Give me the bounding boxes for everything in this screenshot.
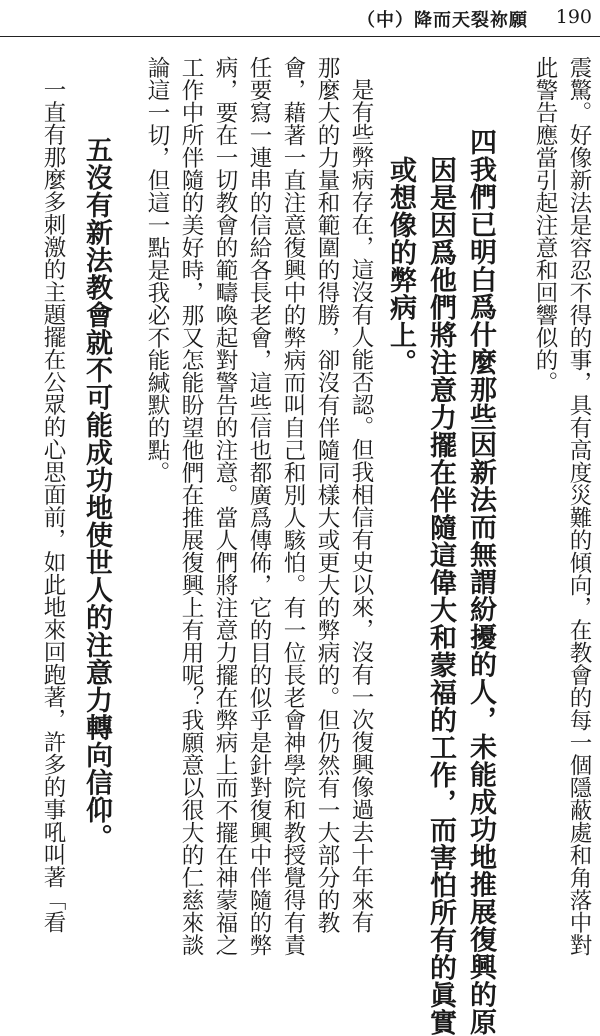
- text-line: 病，要在一切教會的範疇喚起對警告的注意。當人們將注意力擺在弊病上而不擺在神蒙福之: [212, 56, 238, 956]
- text-line: 是有些弊病存在，這沒有人能否認。但我相信有史以來，沒有一次復興像過去十年來有: [348, 78, 374, 933]
- text-line: 工作中所伴隨的美好時，那又怎能盼望他們在推展復興上有用呢？我願意以很大的仁慈來談: [178, 56, 204, 956]
- text-line: 會，藉著一直注意復興中的弊病而叫自己和別人駭怕。有一位長老會神學院和教授覺得有責: [280, 56, 306, 956]
- vertical-text-body: [0, 56, 600, 1036]
- text-line: 任要寫一連串的信給各長老會，這些信也都廣爲傳佈，它的目的似乎是針對復興中伴隨的弊: [246, 56, 272, 956]
- page-number: 190: [555, 6, 592, 28]
- chapter-title: （中）降而天裂祢願: [357, 10, 528, 31]
- text-line: 那麼大的力量和範圍的得勝，卻沒有伴隨同樣大或更大的弊病的。但仍然有一大部分的教: [314, 56, 340, 934]
- section-heading: 四我們已明白爲什麼那些因新法而無謂紛擾的人，未能成功地推展復興的原: [465, 128, 496, 1036]
- running-header: [0, 0, 600, 37]
- section-heading: 五沒有新法教會就不可能成功地使世人的注意力轉向信仰。: [81, 136, 112, 851]
- text-line: 震驚。好像新法是容忍不得的事，具有高度災難的傾向，在教會的每一個隱蔽處和角落中對: [566, 56, 592, 956]
- section-heading: 因是因爲他們將注意力擺在伴隨這偉大和蒙福的工作，而害怕所有的眞實: [425, 156, 456, 1036]
- text-line: 此警告應當引起注意和回響似的。: [532, 56, 558, 394]
- section-heading: 或想像的弊病上。: [385, 156, 416, 376]
- text-line: 論這一切，但這一點是我必不能緘默的點。: [144, 56, 170, 484]
- text-line: 一直有那麼多刺激的主題擺在公眾的心思面前，如此地來回跑著，許多的事吼叫著「看: [40, 78, 66, 933]
